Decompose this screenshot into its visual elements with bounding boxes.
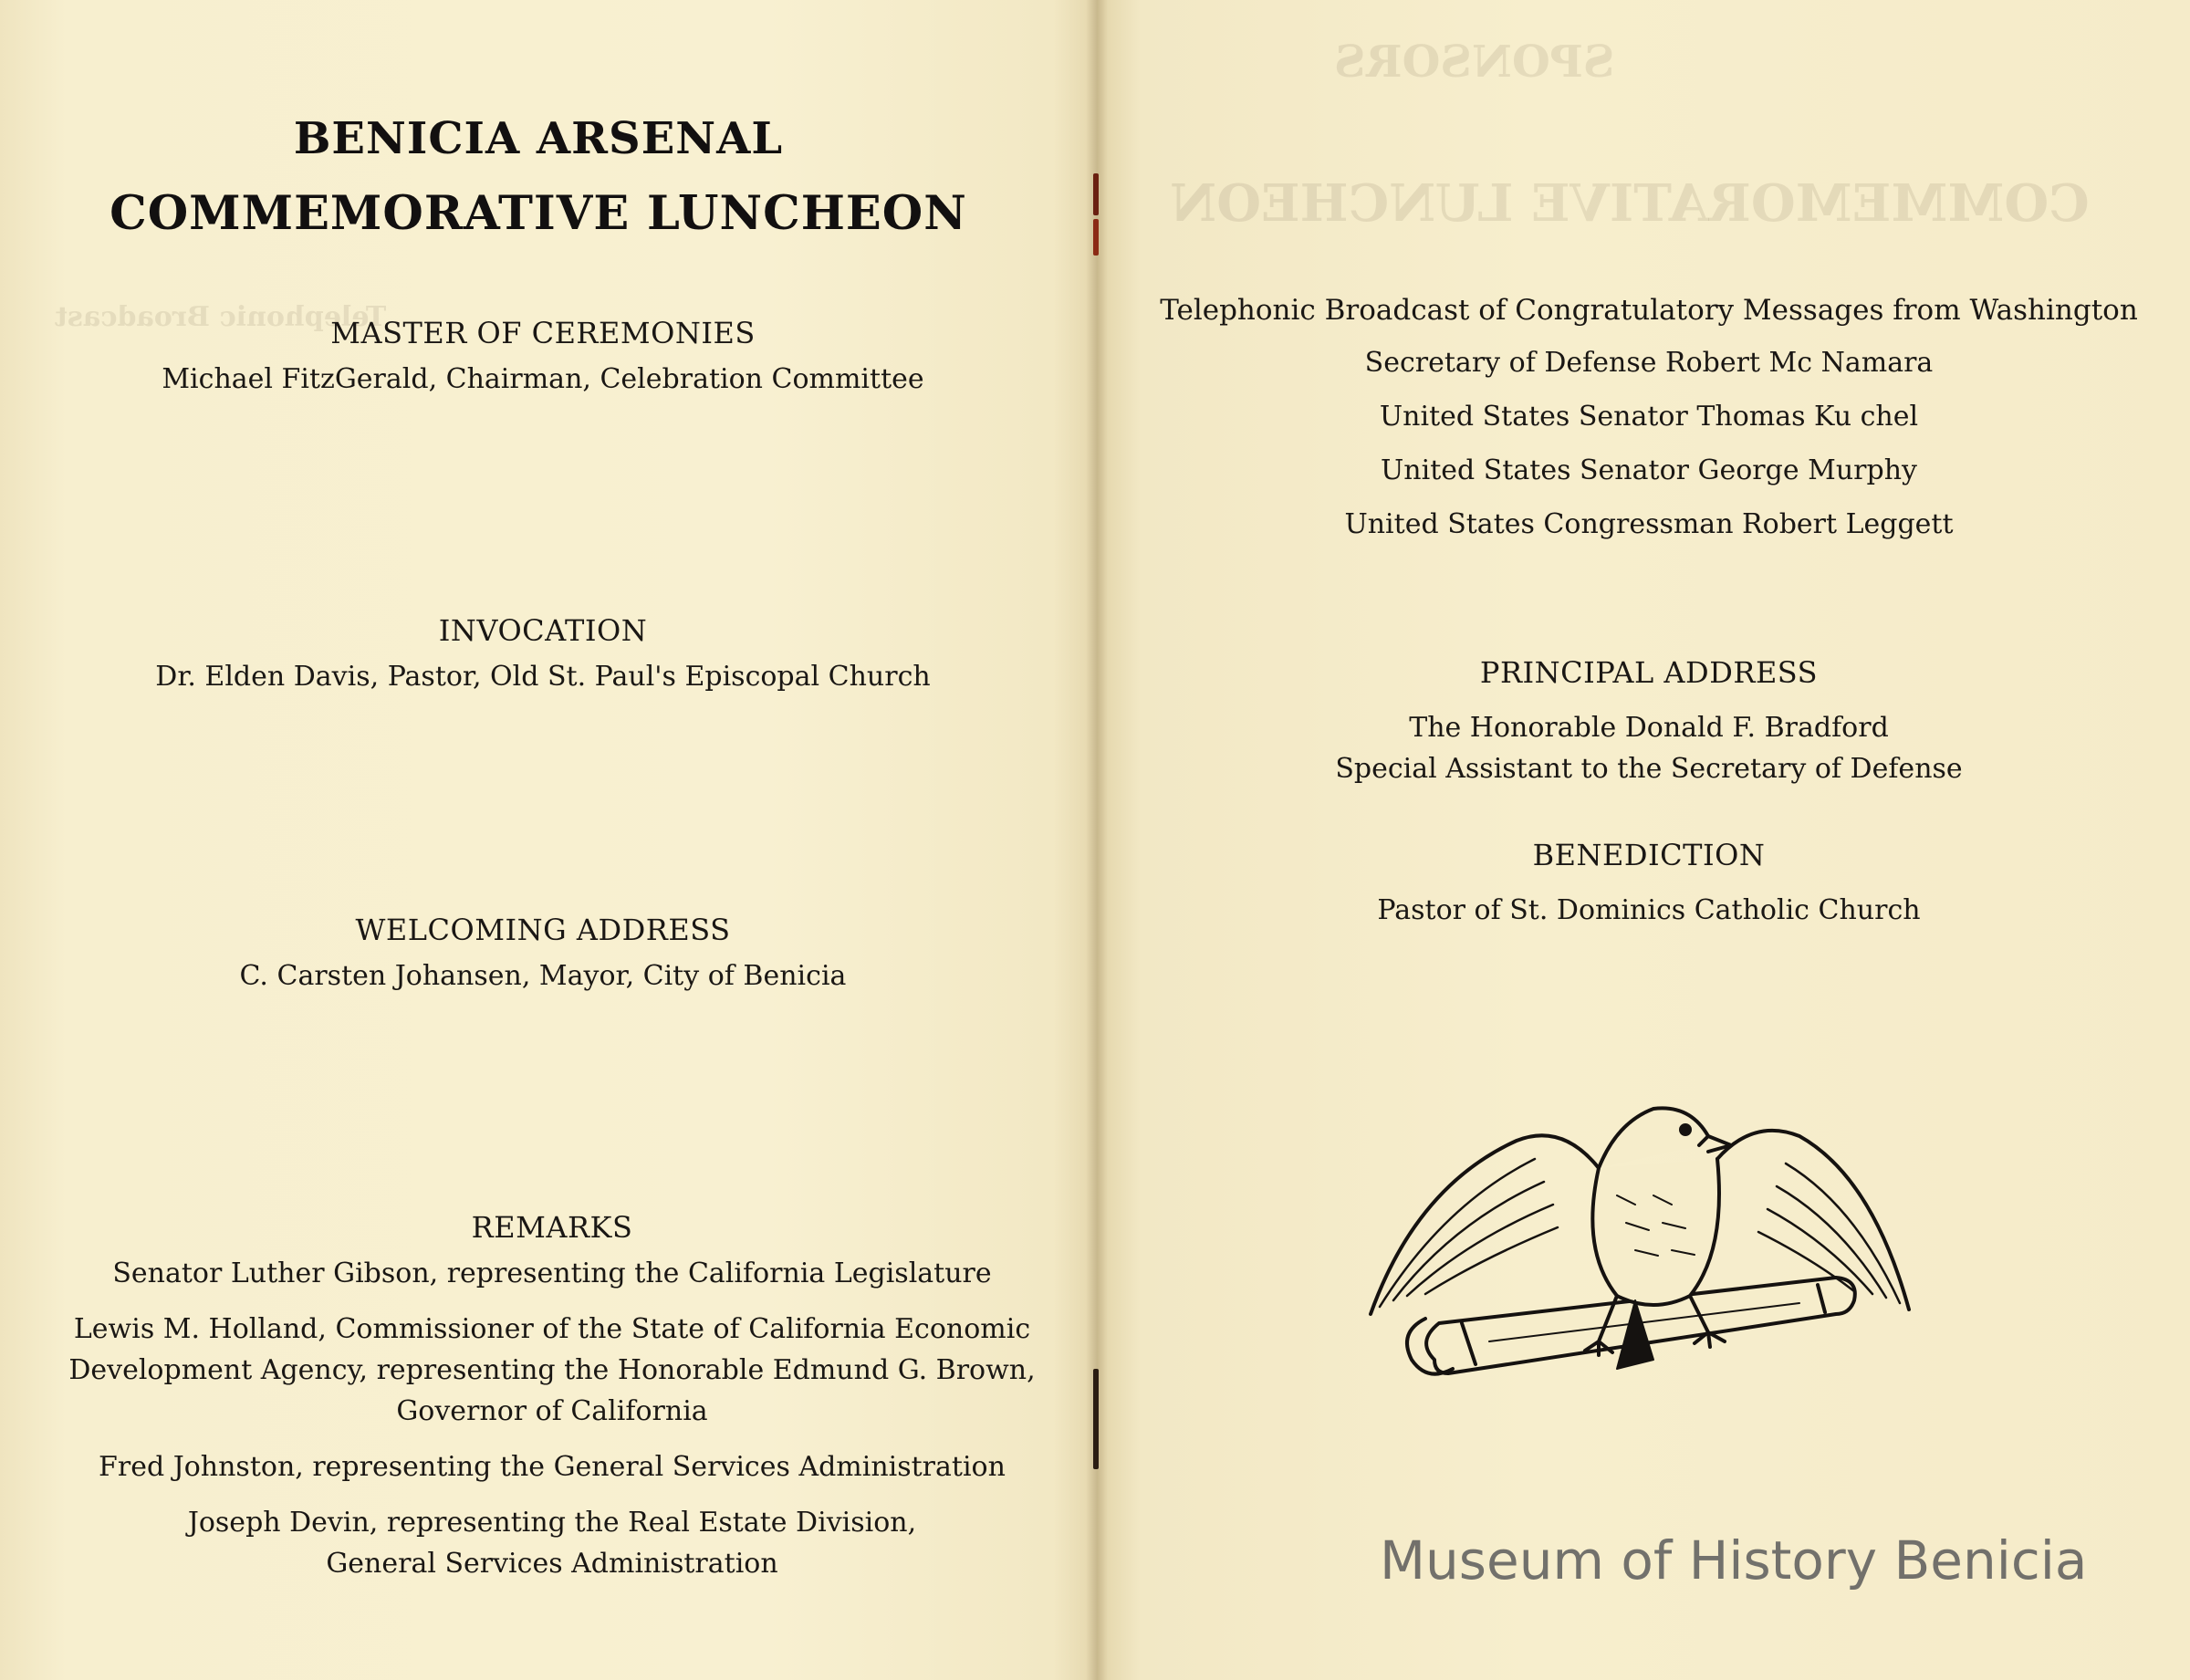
telephonic-message-kuchel: United States Senator Thomas Ku chel bbox=[1379, 401, 1919, 433]
remarks-item-gibson: Senator Luther Gibson, representing the California Legislature bbox=[112, 1257, 992, 1289]
welcoming-address-name: C. Carsten Johansen, Mayor, City of Benicia bbox=[239, 960, 847, 992]
eagle-on-cannon-illustration bbox=[1325, 1068, 1960, 1414]
binding-staple-top-lower bbox=[1093, 219, 1099, 256]
invocation-heading: INVOCATION bbox=[438, 613, 648, 648]
remarks-item-devin-line-2: General Services Administration bbox=[326, 1548, 778, 1580]
master-of-ceremonies-name: Michael FitzGerald, Chairman, Celebration Committee bbox=[162, 363, 924, 395]
principal-address-title: Special Assistant to the Secretary of Defense bbox=[1335, 753, 1963, 785]
principal-address-speaker: The Honorable Donald F. Bradford bbox=[1409, 712, 1889, 744]
benediction-name: Pastor of St. Dominics Catholic Church bbox=[1377, 894, 1921, 926]
welcoming-address-heading: WELCOMING ADDRESS bbox=[355, 913, 731, 947]
museum-watermark: Museum of History Benicia bbox=[1380, 1529, 2088, 1591]
telephonic-broadcast-heading: Telephonic Broadcast of Congratulatory Messages from Washington bbox=[1160, 294, 2138, 327]
master-of-ceremonies-section bbox=[82, 316, 1004, 404]
benediction-heading: BENEDICTION bbox=[1532, 838, 1766, 872]
remarks-item-holland-line-2: Development Agency, representing the Honorable Edmund G. Brown, bbox=[68, 1354, 1036, 1386]
bleed-through-title: COMMEMORATIVE LUNCHEON bbox=[1170, 173, 2090, 234]
program-title-line-2: COMMEMORATIVE LUNCHEON bbox=[110, 186, 967, 241]
bleed-through-text: Telephonic Broadcast bbox=[55, 301, 387, 333]
master-of-ceremonies-heading: MASTER OF CEREMONIES bbox=[330, 316, 756, 350]
program-title-line-1: BENICIA ARSENAL bbox=[293, 113, 784, 164]
binding-staple-top bbox=[1093, 173, 1099, 215]
benediction-section bbox=[1133, 838, 2164, 935]
remarks-item-devin-line-1: Joseph Devin, representing the Real Estate Division, bbox=[187, 1507, 917, 1539]
remarks-heading: REMARKS bbox=[471, 1210, 633, 1245]
telephonic-broadcast-section bbox=[1133, 294, 2164, 549]
telephonic-message-murphy: United States Senator George Murphy bbox=[1381, 454, 1917, 486]
principal-address-section bbox=[1133, 655, 2164, 794]
remarks-item-holland-line-3: Governor of California bbox=[396, 1395, 708, 1427]
remarks-item-holland-line-1: Lewis M. Holland, Commissioner of the State of California Economic bbox=[73, 1313, 1031, 1345]
welcoming-address-section bbox=[82, 913, 1004, 1001]
telephonic-message-leggett: United States Congressman Robert Leggett bbox=[1344, 508, 1954, 540]
invocation-section bbox=[82, 613, 1004, 702]
invocation-name: Dr. Elden Davis, Pastor, Old St. Paul's Episcopal Church bbox=[155, 661, 931, 693]
remarks-item-johnston: Fred Johnston, representing the General Services Administration bbox=[99, 1451, 1006, 1483]
bleed-through-heading: SPONSORS bbox=[1334, 37, 1615, 88]
principal-address-heading: PRINCIPAL ADDRESS bbox=[1479, 655, 1819, 690]
telephonic-message-mcnamara: Secretary of Defense Robert Mc Namara bbox=[1364, 347, 1934, 379]
right-page bbox=[1097, 0, 2190, 1680]
binding-staple-bottom bbox=[1093, 1369, 1099, 1469]
remarks-section bbox=[55, 1210, 1049, 1589]
